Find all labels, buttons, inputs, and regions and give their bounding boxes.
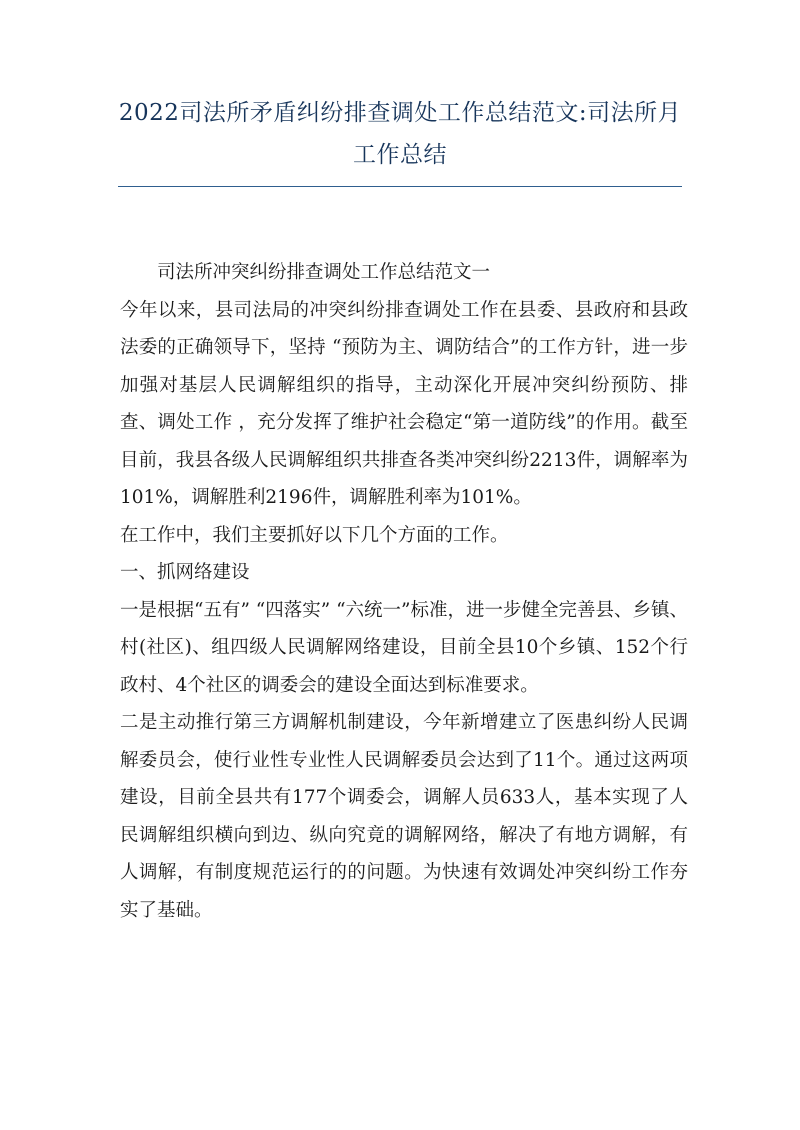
title-divider [118,186,682,187]
paragraph-intro: 今年以来，县司法局的冲突纠纷排查调处工作在县委、县政府和县政法委的正确领导下，坚持 “预防为主、调防结合”的工作方针，进一步加强对基层人民调解组织的指导，主动深化开展冲突纠纷预防、排查、调处工作 ，充分发挥了维护社会稳定“第一道防线”的作用。截至目前，我县各级人民调解组织共排查各类冲突纠纷2213件，调解率为101%，调解胜利2196件，调解胜利率为101%。 [120,299,688,508]
paragraph-point-one: 一是根据“五有” “四落实” “六统一”标准，进一步健全完善县、乡镇、村(社区)、组四级人民调解网络建设，目前全县10个乡镇、152个行政村、4个社区的调委会的建设全面达到标准要求。 [120,599,689,696]
document-title: 2022司法所矛盾纠纷排查调处工作总结范文:司法所月工作总结 [118,100,682,168]
document-body [120,254,688,929]
section-heading: 司法所冲突纠纷排查调处工作总结范文一 [157,262,491,283]
paragraph-work-summary: 在工作中，我们主要抓好以下几个方面的工作。 [120,524,509,546]
paragraph-point-two: 二是主动推行第三方调解机制建设，今年新增建立了医患纠纷人民调解委员会，使行业性专业性人民调解委员会达到了11个。通过这两项建设，目前全县共有177个调委会，调解人员633人，基本实现了人民调解组织横向到边、纵向究竟的调解网络，解决了有地方调解，有人调解，有制度规范运行的的问题。为快速有效调处冲突纠纷工作夯实了基础。 [120,712,688,921]
subheading-network: 一、抓网络建设 [120,562,250,583]
